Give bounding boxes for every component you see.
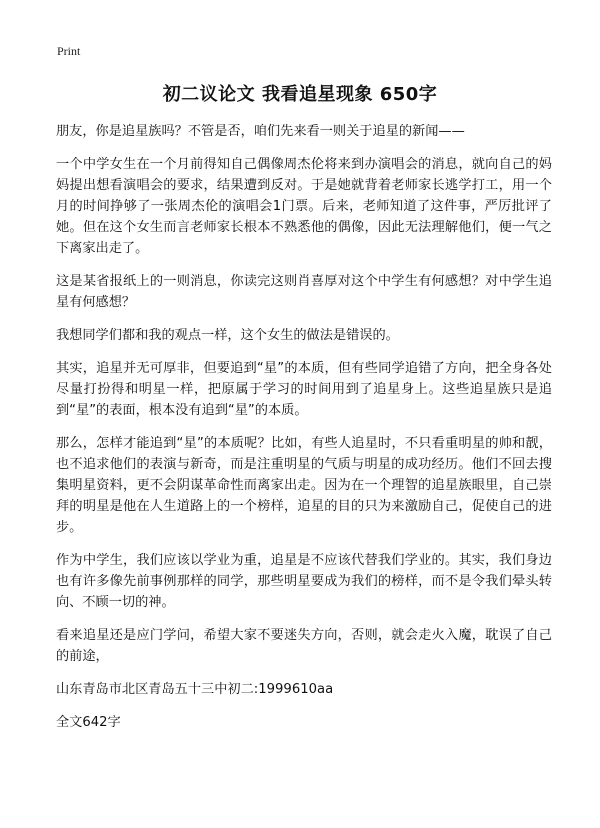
paragraph-4: 我想同学们都和我的观点一样，这个女生的做法是错误的。	[56, 328, 399, 343]
paragraph-6: 那么，怎样才能追到“星”的本质呢？比如，有些人追星时，不只看重明星的帅和靓，也不追求他们的表演与新奇，而是注重明星的气质与明星的成功经历。他们不回去搜集明星资料，更不会阴谋革命性而离家出走。因为在一个理智的追星族眼里，自己崇拜的明星是他在人生道路上的一个榜样，追星的目的只为来激励自己，促使自己的进步。	[56, 436, 552, 535]
paragraph-7: 作为中学生，我们应该以学业为重，追星是不应该代替我们学业的。其实，我们身边也有许多像先前事例那样的同学，那些明星要成为我们的榜样，而不是令我们晕头转向、不顾一切的神。	[56, 553, 552, 610]
author-signature: 山东青岛市北区青岛五十三中初二:1999610aa	[56, 682, 334, 697]
word-count: 全文642字	[56, 715, 121, 730]
paragraph-5: 其实，追星并无可厚非，但要追到“星”的本质，但有些同学追错了方向，把全身各处尽量打扮得和明星一样，把原属于学习的时间用到了追星身上。这些追星族只是追到“星”的表面，根本没有追到“星”的本质。	[56, 361, 552, 418]
paragraph-1: 朋友，你是追星族吗？不管是否，咱们先来看一则关于追星的新闻——	[56, 124, 465, 139]
print-link[interactable]: Print	[57, 44, 81, 58]
paragraph-8: 看来追星还是应门学问，希望大家不要迷失方向，否则，就会走火入魔，耽误了自己的前途，	[56, 628, 552, 664]
article-body	[56, 121, 552, 745]
paragraph-2: 一个中学女生在一个月前得知自己偶像周杰伦将来到办演唱会的消息，就向自己的妈妈提出想看演唱会的要求，结果遭到反对。于是她就背着老师家长逃学打工，用一个月的时间挣够了一张周杰伦的演唱会1门票。后来，老师知道了这件事，严厉批评了她。但在这个女生而言老师家长根本不熟悉他的偶像，因此无法理解他们，便一气之下离家出走了。	[56, 157, 552, 256]
paragraph-3: 这是某省报纸上的一则消息，你读完这则肖喜厚对这个中学生有何感想？对中学生追星有何感想？	[56, 274, 552, 310]
article-title: 初二议论文 我看追星现象 650字	[162, 84, 438, 105]
